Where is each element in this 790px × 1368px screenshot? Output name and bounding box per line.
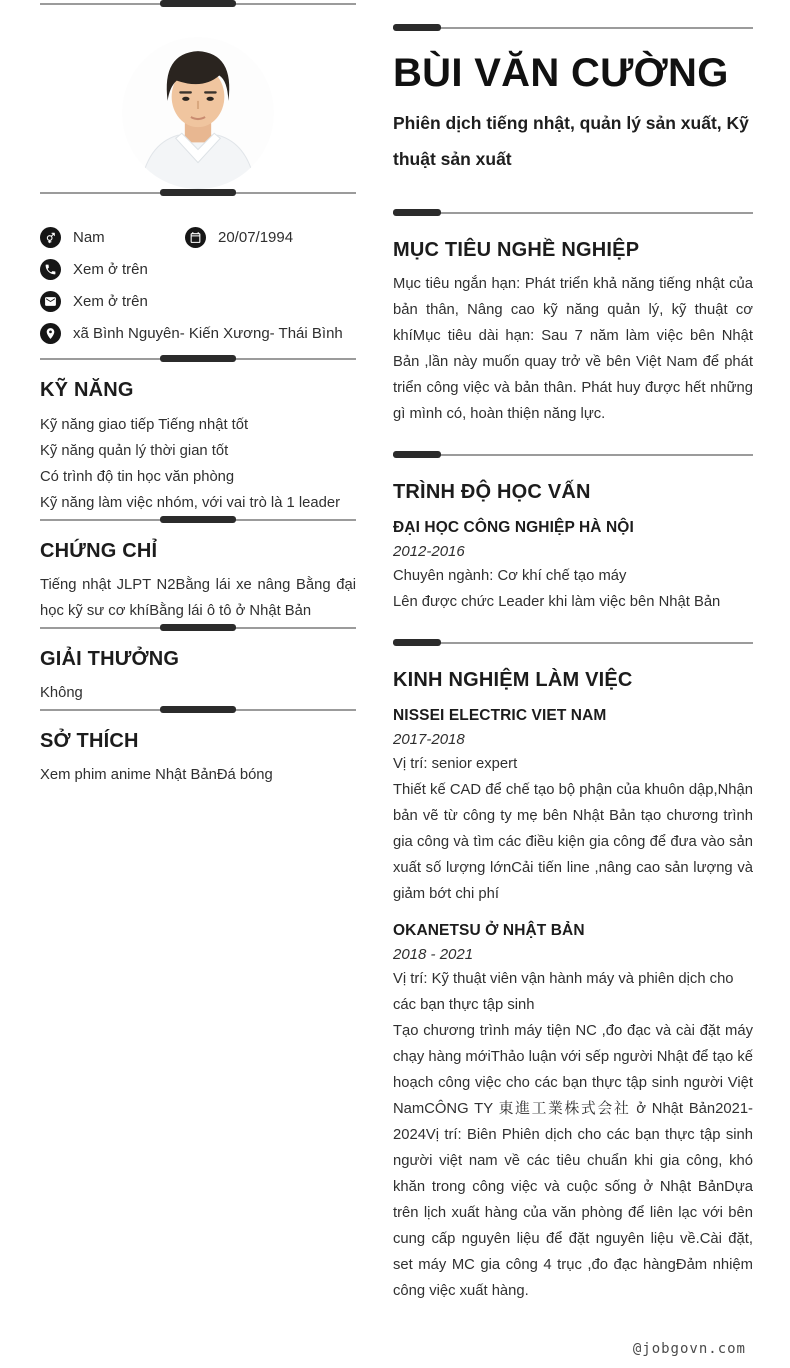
job-entry bbox=[393, 706, 753, 907]
education-note: Lên được chức Leader khi làm việc bên Nhật Bản bbox=[393, 594, 721, 610]
address-field bbox=[40, 323, 343, 344]
experience-section bbox=[393, 668, 753, 1304]
birthday-field bbox=[185, 227, 293, 248]
education-title: TRÌNH ĐỘ HỌC VẤN bbox=[393, 481, 591, 503]
hobbies-text: Xem phim anime Nhật BảnĐá bóng bbox=[40, 767, 273, 783]
contact-info bbox=[40, 227, 356, 344]
job-period: 2017-2018 bbox=[393, 731, 465, 748]
phone-icon bbox=[40, 259, 61, 280]
school-name: ĐẠI HỌC CÔNG NGHIỆP HÀ NỘI bbox=[393, 519, 634, 536]
phone-value: Xem ở trên bbox=[73, 261, 148, 278]
divider bbox=[40, 189, 356, 196]
gender-icon bbox=[40, 227, 61, 248]
education-major: Chuyên ngành: Cơ khí chế tạo máy bbox=[393, 568, 627, 584]
objective-title: MỤC TIÊU NGHỀ NGHIỆP bbox=[393, 239, 640, 261]
company-name: NISSEI ELECTRIC VIET NAM bbox=[393, 707, 607, 724]
location-icon bbox=[40, 323, 61, 344]
address-value: xã Bình Nguyên- Kiến Xương- Thái Bình bbox=[73, 325, 343, 342]
skill-item: Kỹ năng giao tiếp Tiếng nhật tốt bbox=[40, 417, 249, 433]
candidate-name: BÙI VĂN CƯỜNG bbox=[393, 51, 729, 95]
candidate-job-title: Phiên dịch tiếng nhật, quản lý sản xuất, Kỹ thuật sản xuất bbox=[393, 113, 749, 169]
contact-row bbox=[40, 291, 356, 312]
divider bbox=[40, 516, 356, 523]
hobbies-title: SỞ THÍCH bbox=[40, 730, 139, 752]
divider bbox=[40, 624, 356, 631]
job-period: 2018 - 2021 bbox=[393, 946, 474, 963]
gender-value: Nam bbox=[73, 229, 105, 246]
skill-item: Kỹ năng quản lý thời gian tốt bbox=[40, 443, 229, 459]
divider bbox=[40, 0, 356, 7]
contact-row bbox=[40, 323, 356, 344]
objective-section bbox=[393, 238, 753, 427]
education-period: 2012-2016 bbox=[393, 543, 465, 560]
certificates-section bbox=[40, 516, 356, 624]
calendar-icon bbox=[185, 227, 206, 248]
certificates-text: Tiếng nhật JLPT N2Bằng lái xe nâng Bằng đại học kỹ sư cơ khíBằng lái ô tô ở Nhật Bản bbox=[40, 577, 356, 619]
company-name: OKANETSU Ở NHẬT BẢN bbox=[393, 922, 585, 939]
objective-text: Mục tiêu ngắn hạn: Phát triển khả năng tiếng nhật của bản thân, Nâng cao kỹ năng quản lý, kỹ thuật cơ khíMục tiêu dài hạn: Sau 7 năm làm việc bên Nhật Bản ,lần này muốn quay trở về bên Việt Nam để phát triển công việc và bản thân. Phát huy được hết những gì mình có, hoàn thiện năng lực. bbox=[393, 276, 753, 422]
job-position: Vị trí: senior expert bbox=[393, 756, 518, 772]
divider bbox=[40, 355, 356, 362]
contact-row bbox=[40, 227, 356, 248]
awards-section bbox=[40, 624, 356, 706]
job-position: Vị trí: Kỹ thuật viên vận hành máy và phiên dịch cho các bạn thực tập sinh bbox=[393, 971, 734, 1013]
divider bbox=[393, 451, 753, 458]
hobbies-section bbox=[40, 706, 356, 788]
experience-title: KINH NGHIỆM LÀM VIỆC bbox=[393, 669, 633, 691]
gender-field bbox=[40, 227, 185, 248]
divider bbox=[40, 706, 356, 713]
skill-item: Có trình độ tin học văn phòng bbox=[40, 469, 235, 485]
right-column bbox=[393, 0, 753, 1304]
phone-field bbox=[40, 259, 148, 280]
left-column bbox=[40, 0, 356, 788]
certificates-title: CHỨNG CHỈ bbox=[40, 540, 158, 562]
divider bbox=[393, 209, 753, 216]
skills-section bbox=[40, 355, 356, 516]
profile-photo bbox=[122, 37, 274, 189]
contact-row bbox=[40, 259, 356, 280]
divider bbox=[393, 24, 753, 31]
skills-title: KỸ NĂNG bbox=[40, 379, 134, 401]
avatar bbox=[122, 37, 274, 189]
email-icon bbox=[40, 291, 61, 312]
email-value: Xem ở trên bbox=[73, 293, 148, 310]
watermark: @jobgovn.com bbox=[632, 1341, 746, 1357]
job-description: Thiết kế CAD để chế tạo bộ phận của khuôn dập,Nhận bản vẽ từ công ty mẹ bên Nhật Bản tạo chương trình gia công và tìm các điều kiện gia công để đưa vào sản xuất số lượng lớnCải tiến line ,nâng cao sản lượng và giảm bớt chi phí bbox=[393, 782, 753, 902]
skill-item: Kỹ năng làm việc nhóm, với vai trò là 1 leader bbox=[40, 495, 341, 511]
awards-text: Không bbox=[40, 685, 83, 701]
job-description: Tạo chương trình máy tiện NC ,đo đạc và cài đặt máy chạy hàng mớiThảo luận với sếp người Nhật để tạo kế hoạch công việc cho các bạn thực tập sinh người Việt NamCÔNG TY 東進工業株式会社 ở Nhật Bản2021-2024Vị trí: Biên Phiên dịch cho các bạn thực tập sinh người việt nam về các tiêu chuẩn khi gia công, khó khăn trong công việc và cuộc sống ở Nhật BảnDựa trên lịch xuất hàng của văn phòng để liên lạc với bên cung cấp nguyên liệu để đặt nguyên liệu về.Cài đặt, set máy MC gia công 4 trục ,đo đạc hàngĐảm nhiệm công việc xuất hàng. bbox=[393, 1023, 753, 1299]
education-section bbox=[393, 480, 753, 615]
job-entry bbox=[393, 921, 753, 1304]
divider bbox=[393, 639, 753, 646]
email-field bbox=[40, 291, 148, 312]
birthday-value: 20/07/1994 bbox=[218, 229, 294, 246]
awards-title: GIẢI THƯỞNG bbox=[40, 648, 180, 670]
